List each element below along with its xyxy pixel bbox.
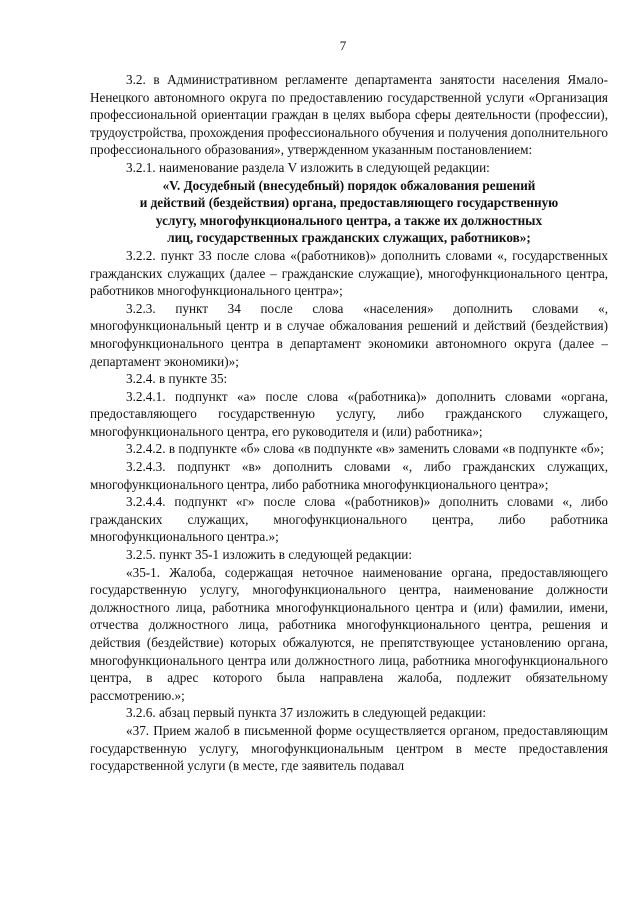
heading-line: «V. Досудебный (внесудебный) порядок обжалования решений (162, 177, 536, 193)
paragraph-3-2-4-1: 3.2.4.1. подпункт «а» после слова «(работника)» дополнить словами «органа, предоставляющего государственную услугу, либо гражданского служащего, многофункционального центра, его руководителя и (или) работника»; (90, 388, 608, 439)
paragraph-3-2: 3.2. в Административном регламенте департамента занятости населения Ямало-Ненецкого автономного округа по предоставлению государственной услуги «Организация профессиональной ориентации граждан в целях выбора сферы деятельности (профессии), трудоустройства, прохождения профессионального обучения и получения дополнительного профессионального образования», утвержденном указанным постановлением: (90, 72, 608, 158)
paragraph-3-2-1: 3.2.1. наименование раздела V изложить в следующей редакции: (126, 159, 490, 175)
document-body (90, 71, 608, 775)
heading-line: лиц, государственных гражданских служащих, работников»; (167, 230, 531, 246)
paragraph-3-2-4-4: 3.2.4.4. подпункт «г» после слова «(работников)» дополнить словами «, либо гражданских служащих, многофункционального центра, либо работника многофункционального центра.»; (90, 494, 608, 545)
heading-line: услугу, многофункционального центра, а также их должностных (155, 212, 543, 228)
section-v-heading (90, 177, 608, 247)
paragraph-3-2-4-3: 3.2.4.3. подпункт «в» дополнить словами «, либо гражданских служащих, многофункционального центра, либо работника многофункционального центра»; (90, 459, 608, 492)
paragraph-3-2-5: 3.2.5. пункт 35-1 изложить в следующей редакции: (126, 547, 413, 563)
paragraph-3-2-3: 3.2.3. пункт 34 после слова «населения» дополнить словами «, многофункциональный центр и в случае обжалования решений и действий (бездействия) многофункционального центра в департамент экономики автономного округа (далее – департамент экономики)»; (90, 300, 608, 369)
page-number: 7 (339, 38, 347, 53)
paragraph-3-2-6: 3.2.6. абзац первый пункта 37 изложить в следующей редакции: (126, 705, 486, 721)
paragraph-3-2-2: 3.2.2. пункт 33 после слова «(работников)» дополнить словами «, государственных гражданских служащих (далее – гражданские служащие), многофункционального центра, работников многофункционального центра»; (90, 247, 608, 299)
paragraph-37-quote: «37. Прием жалоб в письменной форме осуществляется органом, предоставляющим государственную услугу, многофункциональным центром в месте предоставления государственной услуги (в месте, где заявитель подавал (90, 722, 608, 774)
paragraph-35-1-quote: «35-1. Жалоба, содержащая неточное наименование органа, предоставляющего государственную услугу, многофункционального центра, наименование должности должностного лица, работника многофункционального центра и (или) фамилии, имени, отчества должностного лица, работника многофункционального центра, решения и действия (бездействие) которых обжалуются, не препятствующее установлению органа, многофункционального центра или должностного лица, работника многофункционального центра, в адрес которого была направлена жалоба, подлежит обязательному рассмотрению.»; (90, 564, 608, 703)
heading-line: и действий (бездействия) органа, предоставляющего государственную (139, 195, 559, 211)
paragraph-3-2-4-2: 3.2.4.2. в подпункте «б» слова «в подпункте «в» заменить словами «в подпункте «б»; (126, 441, 604, 457)
paragraph-3-2-4: 3.2.4. в пункте 35: (126, 371, 228, 387)
